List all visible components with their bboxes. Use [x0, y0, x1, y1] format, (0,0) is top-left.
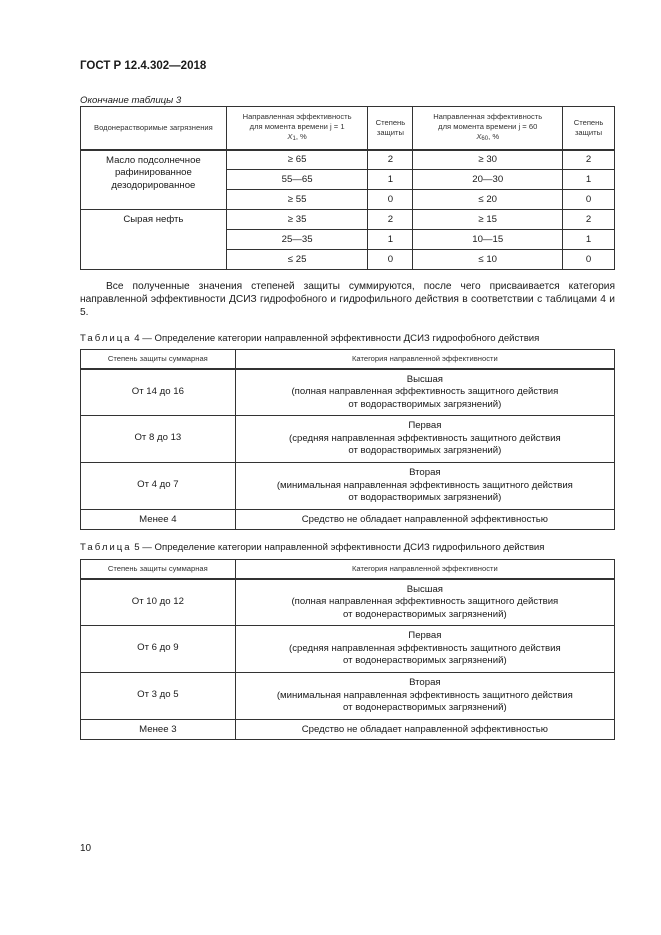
table4-category-desc2: от водорастворимых загрязнений) [348, 398, 502, 410]
table4-caption [80, 333, 539, 344]
table5-caption [80, 542, 544, 553]
table4-category [235, 369, 614, 416]
table5-category-desc2: от водонерастворимых загрязнений) [343, 655, 507, 667]
table4-caption-text: 4 — Определение категории направленной эффективности ДСИЗ гидрофобного действия [131, 333, 540, 344]
table5-caption-label: Таблица [80, 542, 132, 553]
table4-range: Менее 4 [81, 510, 236, 530]
table3-cell: 1 [368, 170, 413, 190]
table3-cell: 0 [368, 250, 413, 270]
table4-range: От 4 до 7 [81, 463, 236, 510]
body-paragraph-text: Все полученные значения степеней защиты суммируются, после чего присваивается категория направленной эффективности ДСИЗ гидрофобного и гидрофильного действия в соответствии с таблицами 4 и 5. [80, 281, 615, 319]
page-number: 10 [80, 843, 92, 854]
table4-header-category-text: Категория направленной эффективности [351, 353, 498, 363]
table3-caption [80, 95, 181, 106]
table3-cell: 20—30 [413, 170, 563, 190]
table4-category: Средство не обладает направленной эффективностью [235, 510, 614, 530]
table5-header-category-text: Категория направленной эффективности [351, 563, 498, 573]
table5-category [235, 626, 614, 673]
table3-cell: 2 [368, 210, 413, 230]
table4-header-category [235, 350, 614, 369]
document-id: ГОСТ Р 12.4.302—2018 [80, 60, 207, 72]
table3-cell: 1 [563, 230, 615, 250]
table-row [81, 673, 615, 720]
table-row [81, 463, 615, 510]
table3-group-label: Сырая нефть [81, 210, 227, 270]
table-row [81, 626, 615, 673]
table3-header-degree-60 [563, 107, 615, 150]
table4-range: От 14 до 16 [81, 369, 236, 416]
table-row [81, 369, 615, 416]
table-row [81, 416, 615, 463]
table5-range: От 3 до 5 [81, 673, 236, 720]
table3-cell: 1 [563, 170, 615, 190]
table5-header-degree-text: Степень защиты суммарная [107, 563, 208, 573]
table5-category-desc1: (полная направленная эффективность защитного действия [291, 596, 559, 607]
table5-caption-text: 5 — Определение категории направленной эффективности ДСИЗ гидрофильного действия [131, 542, 545, 553]
table3-cell: ≤ 25 [226, 250, 368, 270]
table4-category-desc1: (минимальная направленная эффективность защитного действия [276, 479, 573, 491]
table3 [80, 106, 615, 270]
table3-header-row [81, 107, 615, 150]
table4-category-name: Вторая [409, 467, 441, 479]
table4-header-row [81, 350, 615, 369]
table5-range: От 6 до 9 [81, 626, 236, 673]
table-row [81, 510, 615, 530]
table3-header-eff-j1-line1: Направленная эффективность [242, 111, 352, 121]
table5-category-desc2: от водонерастворимых загрязнений) [343, 702, 507, 714]
table5-category-name: Высшая [406, 583, 444, 595]
table5-category: Средство не обладает направленной эффективностью [235, 720, 614, 740]
table5-category-desc1: (средняя направленная эффективность защитного действия [289, 642, 561, 654]
table4-range: От 8 до 13 [81, 416, 236, 463]
table3-header-eff-j1-line2: для момента времени j = 1 [249, 121, 345, 131]
table3-cell: 0 [563, 190, 615, 210]
table-row [81, 150, 615, 170]
table3-cell: 10—15 [413, 230, 563, 250]
table3-cell: 2 [563, 210, 615, 230]
table3-header-eff-j60 [413, 107, 563, 150]
table3-cell: 2 [368, 150, 413, 170]
table3-cell: 55—65 [226, 170, 368, 190]
table5-category-name: Вторая [409, 677, 441, 689]
table-row [81, 210, 615, 230]
table3-header-degree-1-text: Степень защиты [375, 117, 406, 137]
table4-category-name: Высшая [406, 373, 444, 385]
table3-header-pollution [81, 107, 227, 150]
table3-cell: ≥ 15 [413, 210, 563, 230]
table-row [81, 579, 615, 626]
table5-category-desc2: от водонерастворимых загрязнений) [343, 608, 507, 620]
table5-category-name: Первая [408, 630, 442, 642]
table3-cell: 2 [563, 150, 615, 170]
table3-cell: ≤ 20 [413, 190, 563, 210]
table3-cell: ≥ 35 [226, 210, 368, 230]
body-paragraph [80, 280, 615, 320]
table5-category [235, 673, 614, 720]
table3-cell: ≥ 65 [226, 150, 368, 170]
table3-caption-text: Окончание таблицы 3 [80, 95, 182, 106]
table3-cell: 0 [563, 250, 615, 270]
table4-category-desc2: от водорастворимых загрязнений) [348, 445, 502, 457]
table3-cell: 1 [368, 230, 413, 250]
table5-category-desc1: (минимальная направленная эффективность защитного действия [276, 689, 573, 701]
table4-category [235, 463, 614, 510]
table4-category [235, 416, 614, 463]
table5 [80, 559, 615, 740]
table3-cell: 0 [368, 190, 413, 210]
table4-category-desc2: от водорастворимых загрязнений) [348, 492, 502, 504]
table3-group-label: Масло подсолнечное рафинированное дезодорированное [81, 150, 227, 210]
table3-header-pollution-text: Водонерастворимые загрязнения [94, 122, 213, 132]
table4-caption-label: Таблица [80, 333, 132, 344]
table3-header-eff-j60-line2: для момента времени j = 60 [438, 121, 538, 131]
table3-header-eff-j60-line1: Направленная эффективность [433, 111, 543, 121]
table5-range: От 10 до 12 [81, 579, 236, 626]
table5-header-row [81, 560, 615, 579]
table3-cell: ≥ 55 [226, 190, 368, 210]
table3-cell: ≥ 30 [413, 150, 563, 170]
table4-header-degree-text: Степень защиты суммарная [107, 353, 208, 363]
table4-header-degree [81, 350, 236, 369]
table3-header-degree-60-text: Степень защиты [573, 117, 604, 137]
table3-header-eff-j1 [226, 107, 368, 150]
table4-category-name: Первая [408, 420, 442, 432]
table4-category-desc1: (средняя направленная эффективность защитного действия [289, 432, 561, 444]
table5-category [235, 579, 614, 626]
table-row [81, 720, 615, 740]
table3-cell: ≤ 10 [413, 250, 563, 270]
table5-header-degree [81, 560, 236, 579]
table3-cell: 25—35 [226, 230, 368, 250]
table3-header-eff-j1-line3: X1, % [287, 131, 307, 142]
table5-range: Менее 3 [81, 720, 236, 740]
table4-category-desc1: (полная направленная эффективность защитного действия [291, 386, 559, 397]
table3-header-eff-j60-line3: X60, % [476, 131, 500, 142]
table3-header-degree-1 [368, 107, 413, 150]
table5-header-category [235, 560, 614, 579]
table4 [80, 349, 615, 530]
